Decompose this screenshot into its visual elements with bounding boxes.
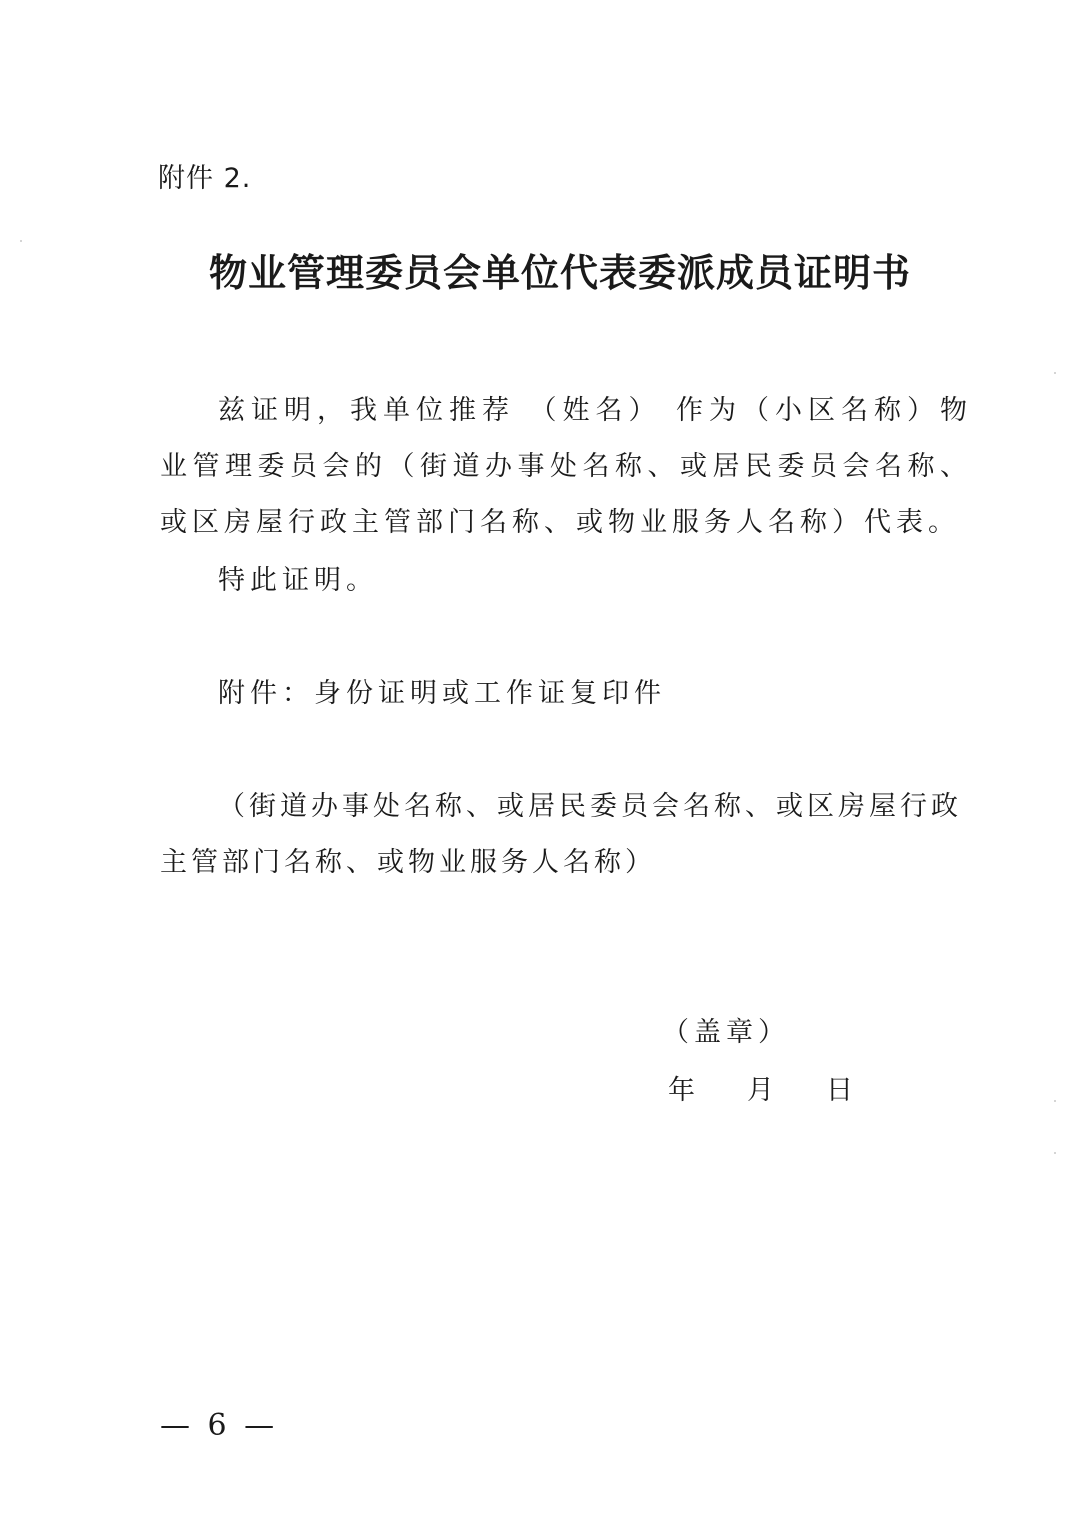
date-day-label: 日 [826,1075,853,1106]
certification-paragraph: 兹证明，我单位推荐 （姓名） 作为（小区名称）物业管理委员会的（街道办事处名称、或居民委员会名称、或区房屋行政主管部门名称、或物业服务人名称）代表。 [160,395,972,538]
date-year-label: 年 [668,1075,695,1106]
attachment-label: 附件 2. [158,163,252,194]
scan-speck [1054,1100,1056,1102]
attachment-note: 附件：身份证明或工作证复印件 [218,678,666,709]
scan-speck [1054,1152,1056,1154]
page-number: — 6 — [160,1408,279,1443]
scan-speck [1054,372,1056,374]
document-title: 物业管理委员会单位代表委派成员证明书 [208,251,911,295]
date-line [668,1068,853,1107]
scan-speck [20,240,22,242]
seal-placeholder: （盖章） [662,1017,790,1048]
closing-statement: 特此证明。 [218,565,378,596]
issuing-unit-name: （街道办事处名称、或居民委员会名称、或区房屋行政主管部门名称、或物业服务人名称） [160,791,962,878]
date-month-label: 月 [747,1075,774,1106]
